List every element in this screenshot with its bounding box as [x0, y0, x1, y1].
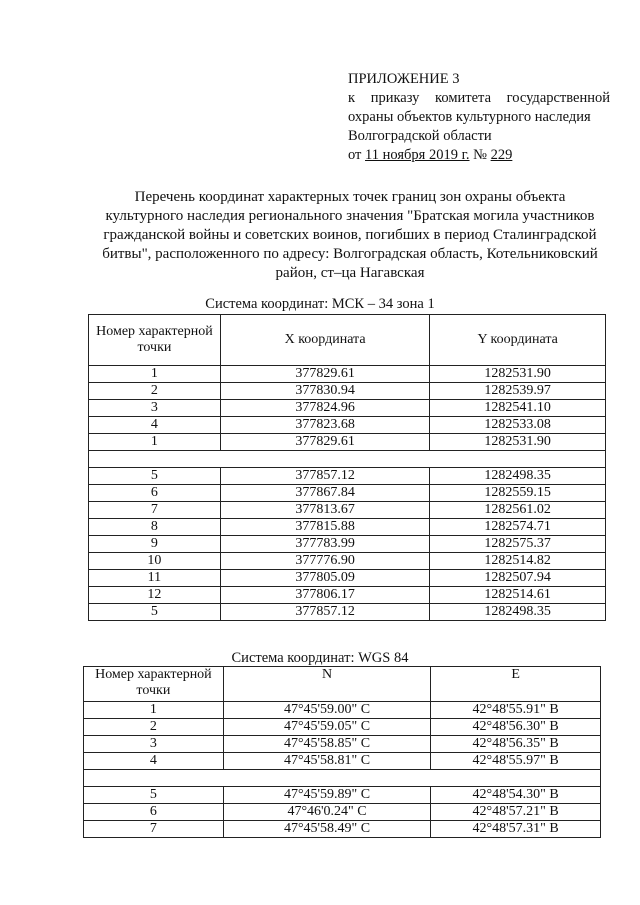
table-row	[89, 366, 606, 383]
appendix-block	[348, 70, 610, 165]
point-number-cell: 8	[89, 519, 221, 536]
column-header-point: Номер характерной точки	[84, 667, 224, 702]
heading-line-4: битвы", расположенного по адресу: Волгоградская область, Котельниковский	[102, 246, 598, 262]
order-number: 229	[490, 147, 513, 163]
separator-cell	[84, 770, 601, 787]
table-row	[89, 417, 606, 434]
heading-line-1: Перечень координат характерных точек границ зон охраны объекта	[134, 189, 566, 205]
point-number-cell: 1	[89, 366, 221, 383]
point-number-cell: 5	[89, 468, 221, 485]
coord-b-cell: 1282498.35	[430, 604, 606, 621]
point-number-cell: 3	[89, 400, 221, 417]
order-date: 11 ноября 2019 г.	[365, 147, 470, 163]
point-number-cell: 7	[89, 502, 221, 519]
table-row	[89, 434, 606, 451]
point-number-cell: 5	[89, 604, 221, 621]
coord-b-cell: 42°48'57.21" В	[431, 804, 601, 821]
table-row	[89, 553, 606, 570]
coord-b-cell: 1282541.10	[430, 400, 606, 417]
coord-a-cell: 377805.09	[220, 570, 430, 587]
point-number-cell: 2	[89, 383, 221, 400]
table-row	[89, 400, 606, 417]
coord-b-cell: 42°48'57.31" В	[431, 821, 601, 838]
coord-b-cell: 42°48'55.97" В	[431, 753, 601, 770]
table-row	[89, 570, 606, 587]
separator-row	[84, 770, 601, 787]
coord-a-cell: 47°45'59.89" С	[223, 787, 431, 804]
coord-a-cell: 377857.12	[220, 604, 430, 621]
column-header-n: N	[223, 667, 431, 702]
coord-b-cell: 1282575.37	[430, 536, 606, 553]
point-number-cell: 2	[84, 719, 224, 736]
point-number-cell: 11	[89, 570, 221, 587]
document-heading	[95, 188, 605, 283]
appendix-line-2: охраны объектов культурного наследия	[348, 109, 591, 125]
point-number-cell: 10	[89, 553, 221, 570]
table-row	[84, 719, 601, 736]
point-number-cell: 4	[89, 417, 221, 434]
table-row	[89, 536, 606, 553]
coord-b-cell: 1282539.97	[430, 383, 606, 400]
point-number-cell: 6	[84, 804, 224, 821]
coord-b-cell: 1282507.94	[430, 570, 606, 587]
date-prefix: от	[348, 147, 362, 163]
point-number-cell: 1	[89, 434, 221, 451]
table-row	[89, 587, 606, 604]
appendix-title: ПРИЛОЖЕНИЕ 3	[348, 71, 460, 87]
coord-a-cell: 377829.61	[220, 366, 430, 383]
coord-a-cell: 377776.90	[220, 553, 430, 570]
table-row	[84, 804, 601, 821]
wgs84-coordinates-table	[83, 666, 601, 838]
coord-b-cell: 1282531.90	[430, 434, 606, 451]
point-number-cell: 1	[84, 702, 224, 719]
number-prefix: №	[473, 147, 487, 163]
table-row	[89, 502, 606, 519]
coord-b-cell: 1282531.90	[430, 366, 606, 383]
separator-cell	[89, 451, 606, 468]
coord-b-cell: 1282574.71	[430, 519, 606, 536]
column-header-x: X координата	[220, 315, 430, 366]
coord-b-cell: 1282533.08	[430, 417, 606, 434]
coord-a-cell: 377867.84	[220, 485, 430, 502]
table2-caption: Система координат: WGS 84	[231, 650, 409, 666]
coord-b-cell: 1282514.61	[430, 587, 606, 604]
coord-a-cell: 377783.99	[220, 536, 430, 553]
coord-a-cell: 377857.12	[220, 468, 430, 485]
point-number-cell: 12	[89, 587, 221, 604]
coord-a-cell: 377806.17	[220, 587, 430, 604]
coord-a-cell: 47°45'58.49" С	[223, 821, 431, 838]
table-row	[89, 468, 606, 485]
coord-a-cell: 47°46'0.24" С	[223, 804, 431, 821]
coord-b-cell: 1282559.15	[430, 485, 606, 502]
table-row	[84, 787, 601, 804]
coord-a-cell: 47°45'59.00" С	[223, 702, 431, 719]
heading-line-5: район, ст–ца Нагавская	[275, 265, 425, 281]
coord-b-cell: 42°48'56.30" В	[431, 719, 601, 736]
heading-line-3: гражданской войны и советских воинов, погибших в период Сталинградской	[103, 227, 597, 243]
point-number-cell: 3	[84, 736, 224, 753]
heading-line-2: культурного наследия регионального значения "Братская могила участников	[105, 208, 595, 224]
coord-b-cell: 42°48'55.91" В	[431, 702, 601, 719]
column-header-point: Номер характерной точки	[89, 315, 221, 366]
coord-a-cell: 47°45'59.05" С	[223, 719, 431, 736]
table-row	[84, 702, 601, 719]
table1-caption: Система координат: МСК – 34 зона 1	[205, 296, 435, 312]
point-number-cell: 5	[84, 787, 224, 804]
coord-a-cell: 377815.88	[220, 519, 430, 536]
appendix-line-1: к приказу комитета государственной	[348, 90, 610, 106]
separator-row	[89, 451, 606, 468]
table-row	[89, 485, 606, 502]
coord-a-cell: 377823.68	[220, 417, 430, 434]
point-number-cell: 9	[89, 536, 221, 553]
column-header-e: E	[431, 667, 601, 702]
coord-a-cell: 377824.96	[220, 400, 430, 417]
appendix-line-3: Волгоградской области	[348, 128, 492, 144]
coord-b-cell: 42°48'54.30" В	[431, 787, 601, 804]
coord-b-cell: 1282514.82	[430, 553, 606, 570]
table-row	[84, 736, 601, 753]
coord-a-cell: 377813.67	[220, 502, 430, 519]
point-number-cell: 4	[84, 753, 224, 770]
coord-b-cell: 1282498.35	[430, 468, 606, 485]
point-number-cell: 7	[84, 821, 224, 838]
table-row	[89, 383, 606, 400]
msk-coordinates-table	[88, 314, 606, 621]
point-number-cell: 6	[89, 485, 221, 502]
column-header-y: Y координата	[430, 315, 606, 366]
table-row	[89, 604, 606, 621]
coord-a-cell: 47°45'58.81" С	[223, 753, 431, 770]
table-row	[89, 519, 606, 536]
table-row	[84, 821, 601, 838]
coord-b-cell: 1282561.02	[430, 502, 606, 519]
coord-a-cell: 377830.94	[220, 383, 430, 400]
table-row	[84, 753, 601, 770]
coord-a-cell: 47°45'58.85" С	[223, 736, 431, 753]
coord-b-cell: 42°48'56.35" В	[431, 736, 601, 753]
coord-a-cell: 377829.61	[220, 434, 430, 451]
appendix-date-line	[348, 146, 610, 165]
